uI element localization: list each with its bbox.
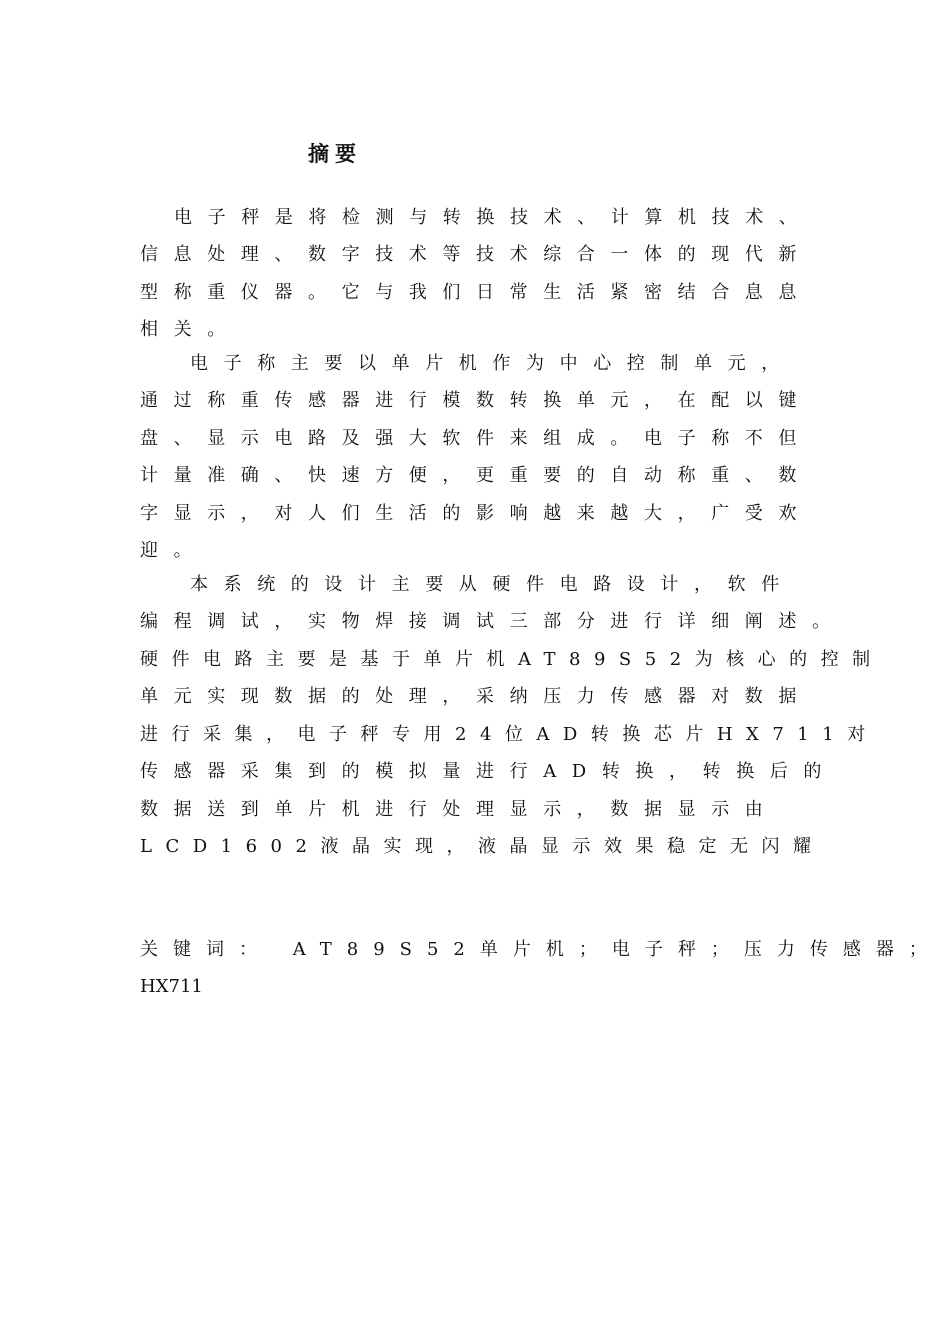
abstract-line-13: 硬件电路主要是基于单片机AT89S52为核心的控制 [140,649,884,670]
keywords-line: 关键词： AT89S52单片机；电子秤；压力传感器； [140,939,942,960]
abstract-line-9: 字显示，对人们生活的影响越来越大，广受欢 [140,503,812,524]
abstract-line-1: 电子秤是将检测与转换技术、计算机技术、 [174,207,813,228]
abstract-line-4: 相关。 [140,319,241,340]
abstract-line-2: 信息处理、数字技术等技术综合一体的现代新 [140,244,812,265]
abstract-line-18: LCD1602液晶实现，液晶显示效果稳定无闪耀 [140,836,825,857]
abstract-line-3: 型称重仪器。它与我们日常生活紧密结合息息 [140,282,812,303]
abstract-line-14: 单元实现数据的处理，采纳压力传感器对数据 [140,686,812,707]
keywords-continuation: HX711 [140,976,203,997]
abstract-line-12: 编程调试，实物焊接调试三部分进行详细阐述。 [140,611,846,632]
abstract-line-16: 传感器采集到的模拟量进行AD转换，转换后的 [140,761,838,782]
abstract-line-11: 本系统的设计主要从硬件电路设计，软件 [190,574,795,595]
abstract-line-5: 电子称主要以单片机作为中心控制单元， [190,353,795,374]
abstract-line-10: 迎。 [140,540,208,561]
abstract-title: 摘要 [308,142,362,166]
abstract-line-15: 进行采集，电子秤专用24位AD转换芯片HX711对 [140,724,879,745]
abstract-line-7: 盘、显示电路及强大软件来组成。电子称不但 [140,428,812,449]
abstract-line-17: 数据送到单片机进行处理显示，数据显示由 [140,799,779,820]
abstract-line-6: 通过称重传感器进行模数转换单元，在配以键 [140,390,812,411]
abstract-line-8: 计量准确、快速方便，更重要的自动称重、数 [140,465,812,486]
